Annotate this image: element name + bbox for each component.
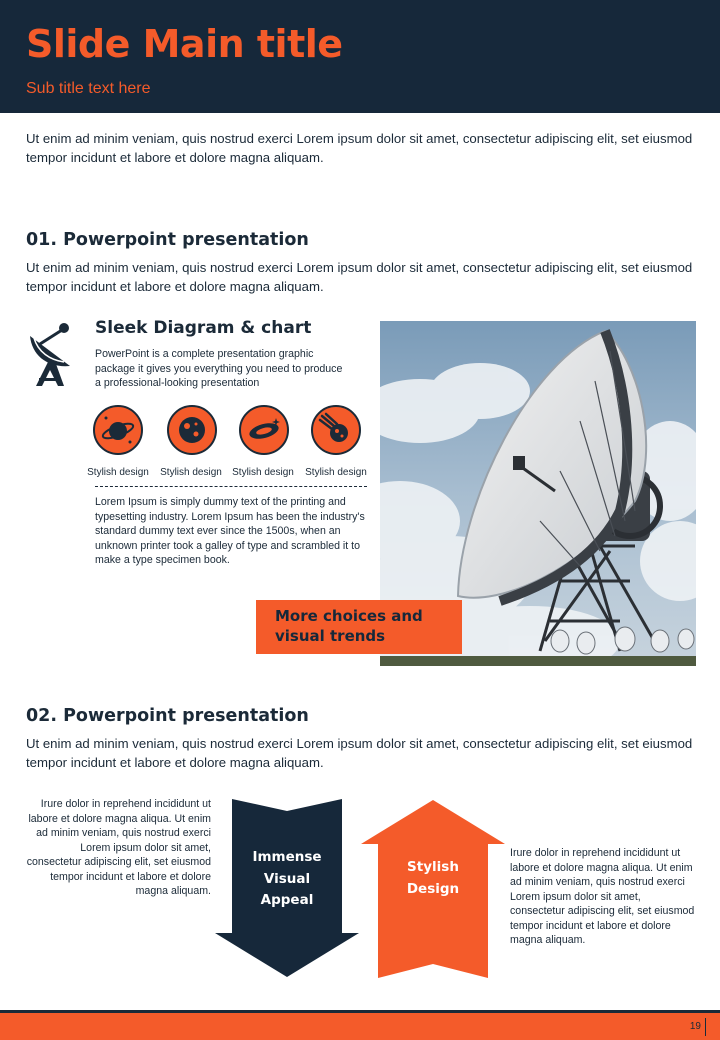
icon-label-1: Stylish design (87, 467, 149, 478)
galaxy-icon (238, 404, 290, 456)
lorem-paragraph: Lorem Ipsum is simply dummy text of the printing and typesetting industry. Lorem Ipsum has been the industry's standard dummy text ever since the 1500s, when an unknown printer took a galley of type and scrambled it to make a type specimen book. (95, 496, 365, 566)
diagram-title: Sleek Diagram & chart (95, 318, 312, 338)
page-number: 19 (690, 1018, 706, 1036)
right-arrow-text: Irure dolor in reprehend incididunt ut labore et dolore magna aliqua. Ut enim ad minim veniam, quis nostrud exerci Lorem ipsum dolor sit amet, consectetur adipiscing elit, set eiusmod tempor incidunt et labore et dolore magna aliquam. (510, 847, 695, 946)
meteor-icon (310, 404, 362, 456)
icon-label-3: Stylish design (232, 467, 294, 478)
section1-title: 01. Powerpoint presentation (26, 230, 309, 250)
callout-text: More choices and visual trends (275, 607, 423, 645)
dashed-divider (95, 486, 367, 487)
slide-subtitle: Sub title text here (26, 80, 151, 97)
icon-label-2: Stylish design (160, 467, 222, 478)
callout-box (256, 600, 462, 654)
down-arrow-label: Immense Visual Appeal (252, 849, 322, 908)
footer-bar (0, 1010, 720, 1040)
section2-text: Ut enim ad minim veniam, quis nostrud exerci Lorem ipsum dolor sit amet, consectetur adipiscing elit, set eiusmod tempor incidunt et labore et dolore magna aliquam. (26, 736, 693, 770)
diagram-description: PowerPoint is a complete presentation graphic package it gives you everything you need to produce a professional-looking presentation (95, 348, 343, 389)
left-arrow-text: Irure dolor in reprehend incididunt ut labore et dolore magna aliqua. Ut enim ad minim veniam, quis nostrud exerci Lorem ipsum dolor sit amet, consectetur adipiscing elit, set eiusmod tempor incidunt et labore et dolore magna aliquam. (26, 798, 211, 897)
up-arrow-label: Stylish Design (406, 859, 460, 897)
moon-icon (166, 404, 218, 456)
slide-main-title: Slide Main title (26, 22, 343, 66)
planet-icon (92, 404, 144, 456)
icon-label-4: Stylish design (305, 467, 367, 478)
section1-text: Ut enim ad minim veniam, quis nostrud exerci Lorem ipsum dolor sit amet, consectetur adipiscing elit, set eiusmod tempor incidunt et labore et dolore magna aliquam. (26, 260, 693, 294)
satellite-dish-icon (26, 322, 88, 388)
section2-title: 02. Powerpoint presentation (26, 706, 309, 726)
intro-text: Ut enim ad minim veniam, quis nostrud exerci Lorem ipsum dolor sit amet, consectetur adipiscing elit, set eiusmod tempor incidunt et labore et dolore magna aliquam. (26, 131, 693, 165)
